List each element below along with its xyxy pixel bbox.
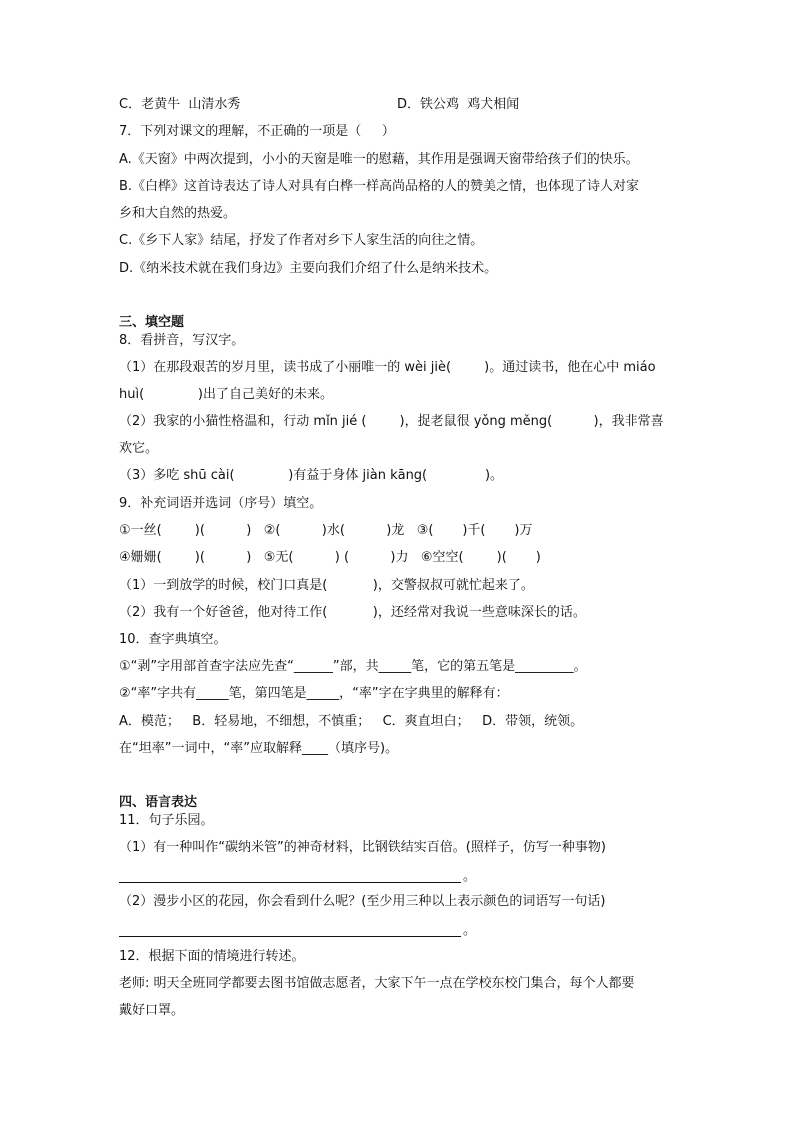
q7-option-b-line1: B.《白桦》这首诗表达了诗人对具有白桦一样高尚品格的人的赞美之情，也体现了诗人对家 [119,179,640,194]
q7-option-a: A.《天窗》中两次提到，小小的天窗是唯一的慰藉，其作用是强调天窗带给孩子们的快乐。 [119,152,639,167]
q11-stem: 11．句子乐园。 [119,813,214,828]
answer-line-2-period: 。 [463,923,477,938]
q11-prompt2: （2）漫步小区的花园，你会看到什么呢？(至少用三种以上表示颜色的词语写一句话) [119,894,606,909]
q10-options: A．模范； B．轻易地，不细想，不慎重； C．爽直坦白； D．带领，统领。 [119,714,584,729]
q12-stem: 12．根据下面的情境进行转述。 [119,949,305,964]
q7-option-d: D.《纳米技术就在我们身边》主要向我们介绍了什么是纳米技术。 [119,261,498,276]
q12-line2: 戴好口罩。 [119,1003,185,1018]
answer-line-2 [119,936,461,937]
q9-words-row1: ①一丝( )( ) ②( )水( )龙 ③( )千( )万 [119,523,533,538]
section-title-fill-in: 三、填空题 [119,315,185,330]
q12-line1: 老师: 明天全班同学都要去图书馆做志愿者，大家下午一点在学校东校门集合，每个人都要 [119,976,635,991]
q8-item1-line2: huì( )出了自己美好的未来。 [119,387,333,402]
q8-item3: （3）多吃 shū cài( )有益于身体 jiàn kāng( )。 [119,468,504,483]
q9-words-row2: ④姗姗( )( ) ⑤无( ) ( )力 ⑥空空( )( ) [119,550,541,565]
q9-sentence1: （1）一到放学的时候，校门口真是( )，交警叔叔可就忙起来了。 [119,578,534,593]
q7-option-b-line2: 乡和大自然的热爱。 [119,206,237,221]
q6-option-d: D．铁公鸡 鸡犬相闻 [397,97,520,112]
answer-line-1 [119,882,461,883]
q7-stem: 7．下列对课文的理解，不正确的一项是（ ） [119,124,395,139]
q7-option-c: C.《乡下人家》结尾，抒发了作者对乡下人家生活的向往之情。 [119,233,484,248]
q10-line2: ②“率”字共有_____笔，第四笔是_____，“率”字在字典里的解释有： [119,686,509,701]
q10-line1: ①“剥”字用部首查字法应先查“______”部，共_____笔，它的第五笔是_________。 [119,659,587,674]
q8-stem: 8．看拼音，写汉字。 [119,333,245,348]
section-title-language-expression: 四、语言表达 [119,795,198,810]
q8-item2-line2: 欢它。 [119,441,159,456]
answer-line-1-period: 。 [463,869,477,884]
q9-stem: 9．补充词语并选词（序号）填空。 [119,496,323,511]
q10-stem: 10．查字典填空。 [119,632,227,647]
q10-line4: 在“坦率”一词中，“率”应取解释____（填序号)。 [119,741,399,756]
q8-item2-line1: （2）我家的小猫性格温和，行动 mǐn jié ( )，捉老鼠很 yǒng měng( )，我非常喜 [119,414,664,429]
q9-sentence2: （2）我有一个好爸爸，他对待工作( )，还经常对我说一些意味深长的话。 [119,605,586,620]
q6-option-c: C．老黄牛 山清水秀 [119,97,241,112]
q8-item1-line1: （1）在那段艰苦的岁月里，读书成了小丽唯一的 wèi jiè( )。通过读书，他在心中 miáo [119,360,656,375]
q11-prompt1: （1）有一种叫作“碳纳米管”的神奇材料，比钢铁结实百倍。(照样子，仿写一种事物) [119,840,606,855]
